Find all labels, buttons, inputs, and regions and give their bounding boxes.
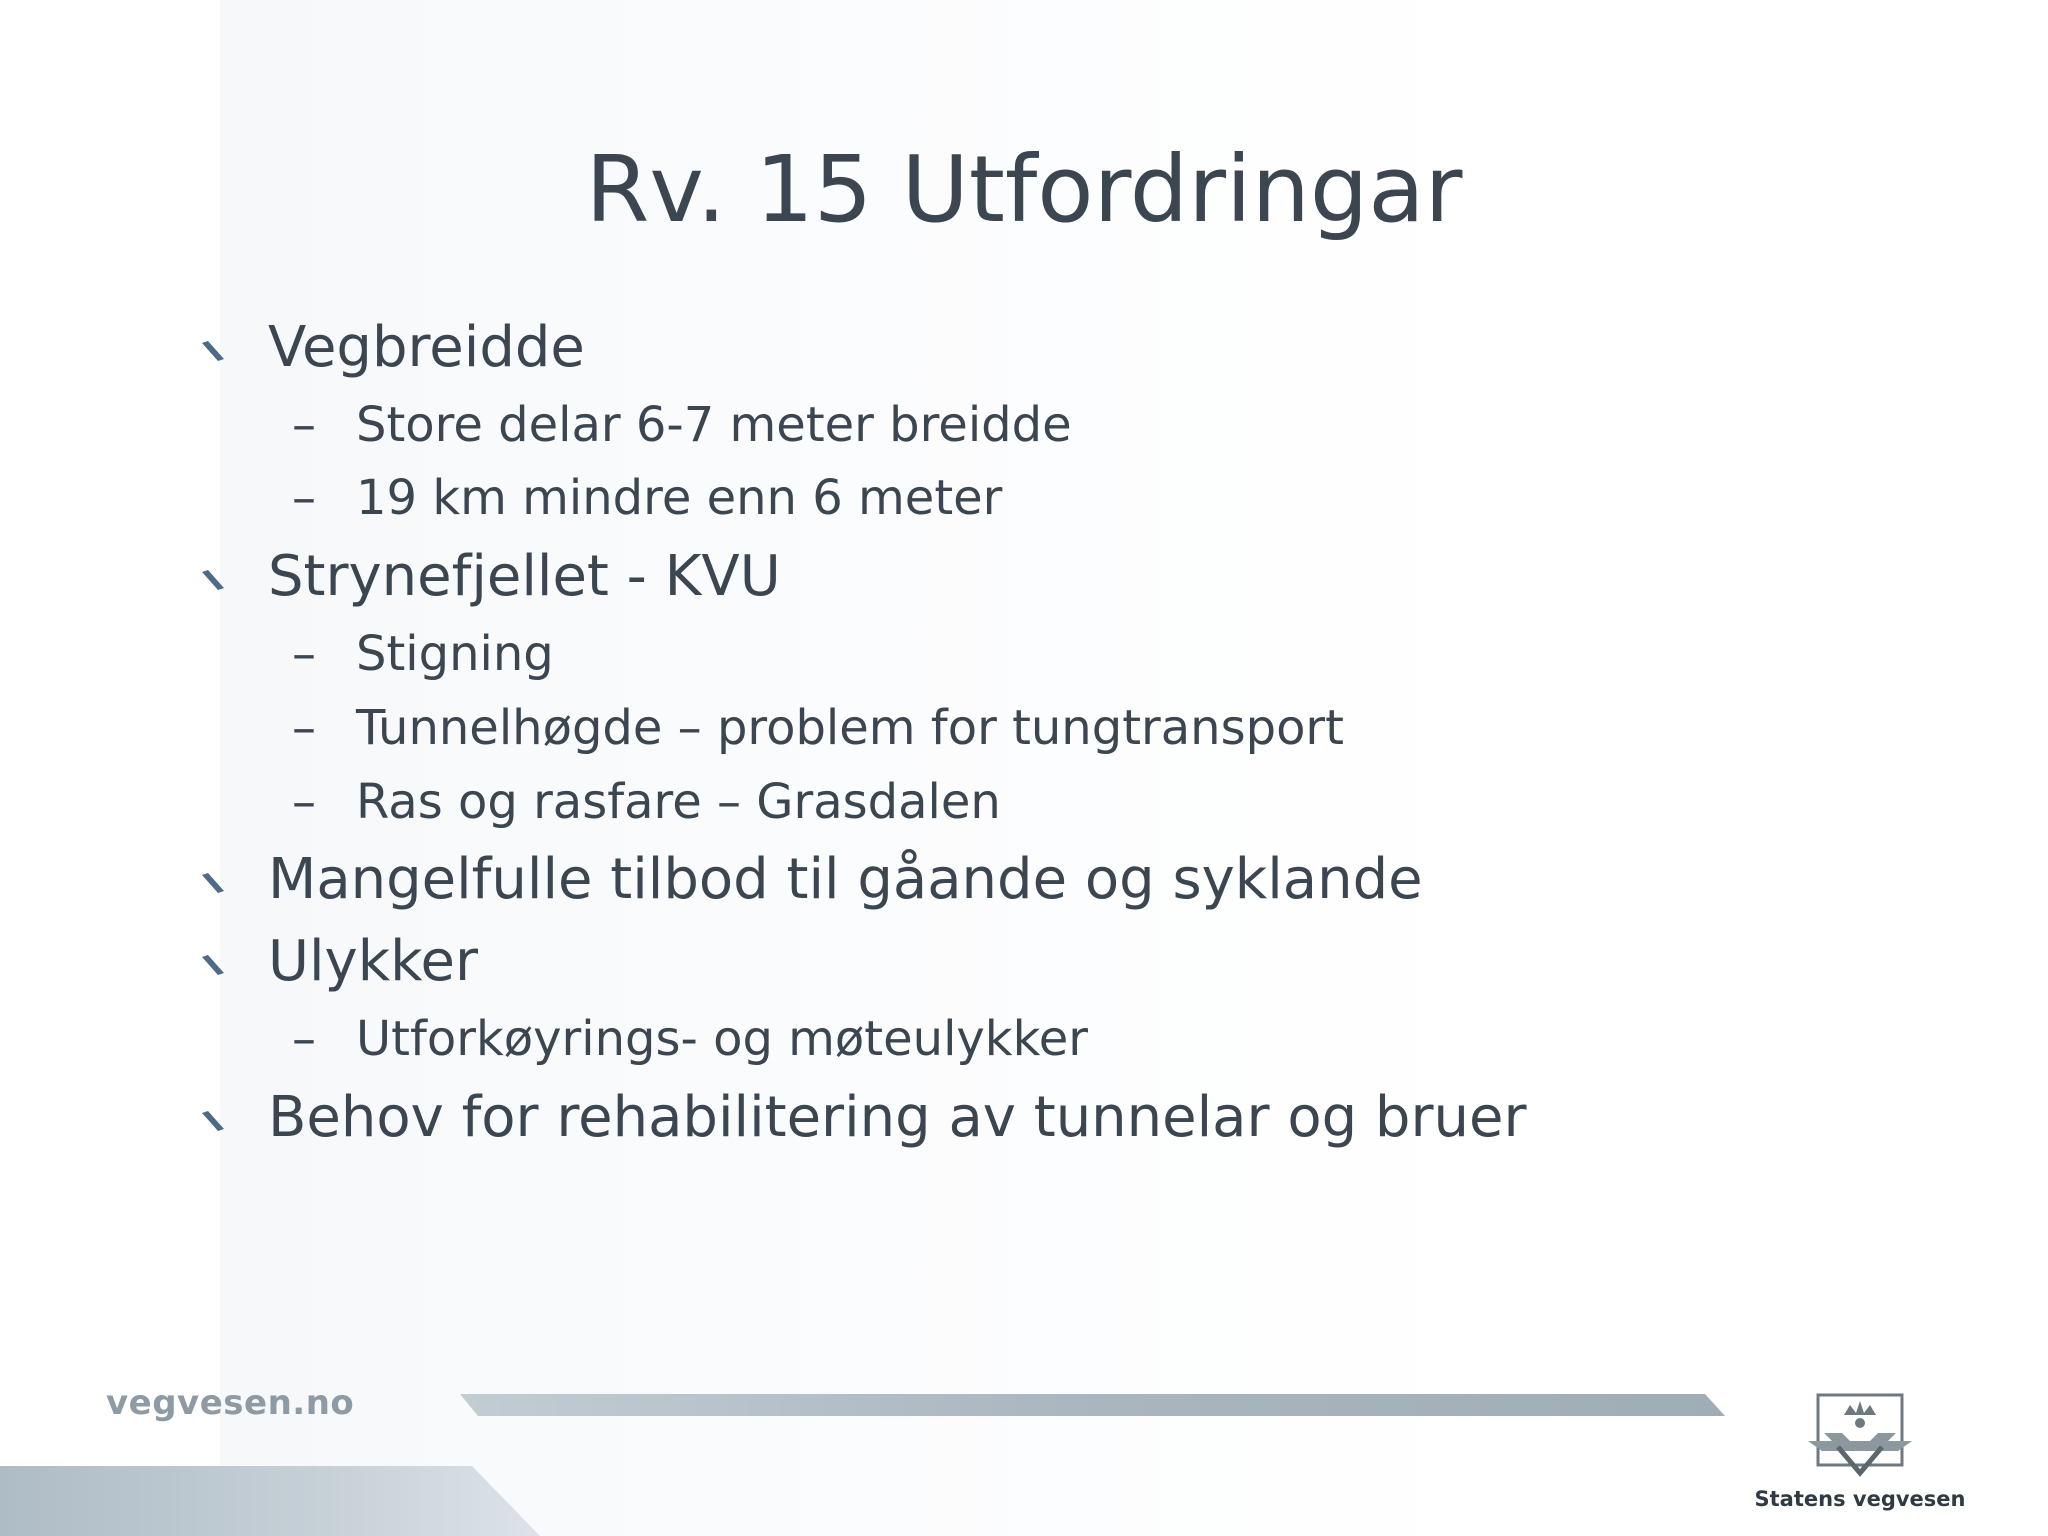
sub-bullet-text: 19 km mindre enn 6 meter (356, 470, 1003, 526)
bullet-text: Vegbreidde (268, 315, 585, 380)
sub-bullet-text: Tunnelhøgde – problem for tungtransport (356, 700, 1344, 756)
sub-bullet-dash: – (292, 700, 316, 756)
sub-bullet-text: Ras og rasfare – Grasdalen (356, 774, 1001, 830)
sub-bullet-text: Store delar 6-7 meter breidde (356, 397, 1072, 453)
bullet-marker-icon (200, 340, 226, 362)
sub-bullet-dash: – (292, 470, 316, 526)
bullet-marker-icon (200, 872, 226, 894)
footer-band (460, 1394, 1725, 1416)
slide-title: Rv. 15 Utfordringar (585, 136, 1463, 243)
sub-bullet-text: Utforkøyrings- og møteulykker (356, 1011, 1088, 1067)
bullet-text: Ulykker (268, 929, 479, 994)
footer-url: vegvesen.no (106, 1383, 355, 1423)
sub-bullet-dash: – (292, 626, 316, 682)
bullet-text: Mangelfulle tilbod til gåande og syklande (268, 847, 1423, 912)
logo-brand-text: Statens vegvesen (1754, 1487, 1966, 1511)
bullet-text: Behov for rehabilitering av tunnelar og bruer (268, 1085, 1527, 1150)
sub-bullet-dash: – (292, 774, 316, 830)
logo-mark-icon (1804, 1385, 1916, 1481)
sub-bullet-dash: – (292, 1011, 316, 1067)
bullet-marker-icon (200, 569, 226, 591)
bullet-marker-icon (200, 954, 226, 976)
bullet-marker-icon (200, 1110, 226, 1132)
statens-vegvesen-logo (1740, 1385, 1980, 1525)
bullet-text: Strynefjellet - KVU (268, 544, 781, 609)
sub-bullet-dash: – (292, 397, 316, 453)
sub-bullet-text: Stigning (356, 626, 554, 682)
footer-wedge (0, 1466, 540, 1536)
